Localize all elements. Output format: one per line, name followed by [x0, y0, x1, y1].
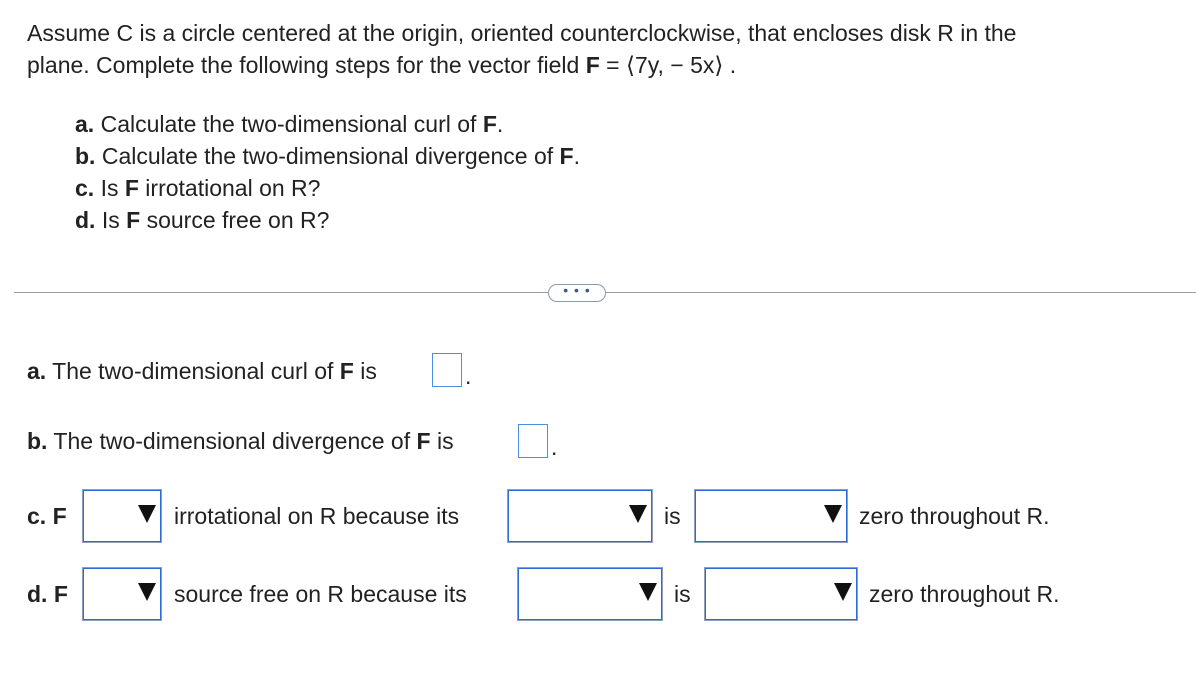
- step-text: Is: [95, 207, 127, 233]
- dropdown-arrow-icon: [138, 505, 156, 523]
- step-letter: b.: [75, 143, 96, 169]
- expand-more-button[interactable]: • • •: [548, 284, 606, 302]
- step-bold: F: [124, 175, 139, 201]
- curl-answer-input[interactable]: [432, 353, 462, 387]
- step-text: Is: [94, 175, 125, 201]
- step-letter: a.: [75, 111, 95, 137]
- source-free-condition-select[interactable]: [704, 567, 858, 621]
- step-c: [75, 172, 580, 204]
- problem-statement: [27, 17, 1177, 81]
- step-end: .: [496, 111, 504, 137]
- intro-line-1: Assume C is a circle centered at the origin, oriented counterclockwise, that encloses disk R in the: [27, 20, 1017, 46]
- step-end: irrotational on R?: [138, 175, 321, 201]
- step-bold: F: [482, 111, 497, 137]
- answer-d-lead: d. F: [27, 581, 68, 607]
- answer-a-line: [27, 355, 377, 387]
- answer-bold: F: [416, 428, 431, 454]
- answer-text: The two-dimensional curl of: [46, 358, 340, 384]
- answer-c-lead: c. F: [27, 503, 67, 529]
- step-text: Calculate the two-dimensional divergence of: [95, 143, 560, 169]
- answer-c-text-3: zero throughout R.: [859, 503, 1050, 529]
- dropdown-arrow-icon: [138, 583, 156, 601]
- answer-after: is: [353, 358, 377, 384]
- irrotational-is-isnot-select[interactable]: [82, 489, 162, 543]
- step-a: [75, 108, 580, 140]
- step-end: .: [573, 143, 580, 169]
- dropdown-arrow-icon: [639, 583, 657, 601]
- answer-d-text-2: is: [674, 581, 691, 607]
- step-bold: F: [126, 207, 141, 233]
- answer-c-text-2: is: [664, 503, 681, 529]
- step-text: Calculate the two-dimensional curl of: [94, 111, 483, 137]
- dropdown-arrow-icon: [629, 505, 647, 523]
- answer-letter: a.: [27, 358, 47, 384]
- answer-bold: F: [339, 358, 354, 384]
- answer-b-line: [27, 425, 454, 457]
- answer-text: The two-dimensional divergence of: [47, 428, 417, 454]
- step-bold: F: [559, 143, 574, 169]
- step-d: [75, 204, 580, 236]
- dropdown-arrow-icon: [834, 583, 852, 601]
- answer-d-text-1: source free on R because its: [174, 581, 467, 607]
- answer-c-text-1: irrotational on R because its: [174, 503, 460, 529]
- dropdown-arrow-icon: [824, 505, 842, 523]
- step-letter: d.: [75, 207, 96, 233]
- source-free-quantity-select[interactable]: [517, 567, 663, 621]
- irrotational-condition-select[interactable]: [694, 489, 848, 543]
- answer-d-text-3: zero throughout R.: [869, 581, 1060, 607]
- answer-after: is: [430, 428, 454, 454]
- step-letter: c.: [75, 175, 95, 201]
- answer-a-period: .: [465, 363, 472, 389]
- intro-line-2: [27, 49, 1177, 81]
- irrotational-quantity-select[interactable]: [507, 489, 653, 543]
- step-end: source free on R?: [140, 207, 330, 233]
- field-expression: = ⟨7y, − 5x⟩ .: [599, 52, 737, 78]
- source-free-is-isnot-select[interactable]: [82, 567, 162, 621]
- step-b: [75, 140, 580, 172]
- field-symbol: F: [585, 52, 600, 78]
- answer-letter: b.: [27, 428, 48, 454]
- divergence-answer-input[interactable]: [518, 424, 548, 458]
- intro-line-2-text: plane. Complete the following steps for the vector field: [27, 52, 586, 78]
- step-list: [75, 108, 580, 236]
- answer-b-period: .: [551, 434, 558, 460]
